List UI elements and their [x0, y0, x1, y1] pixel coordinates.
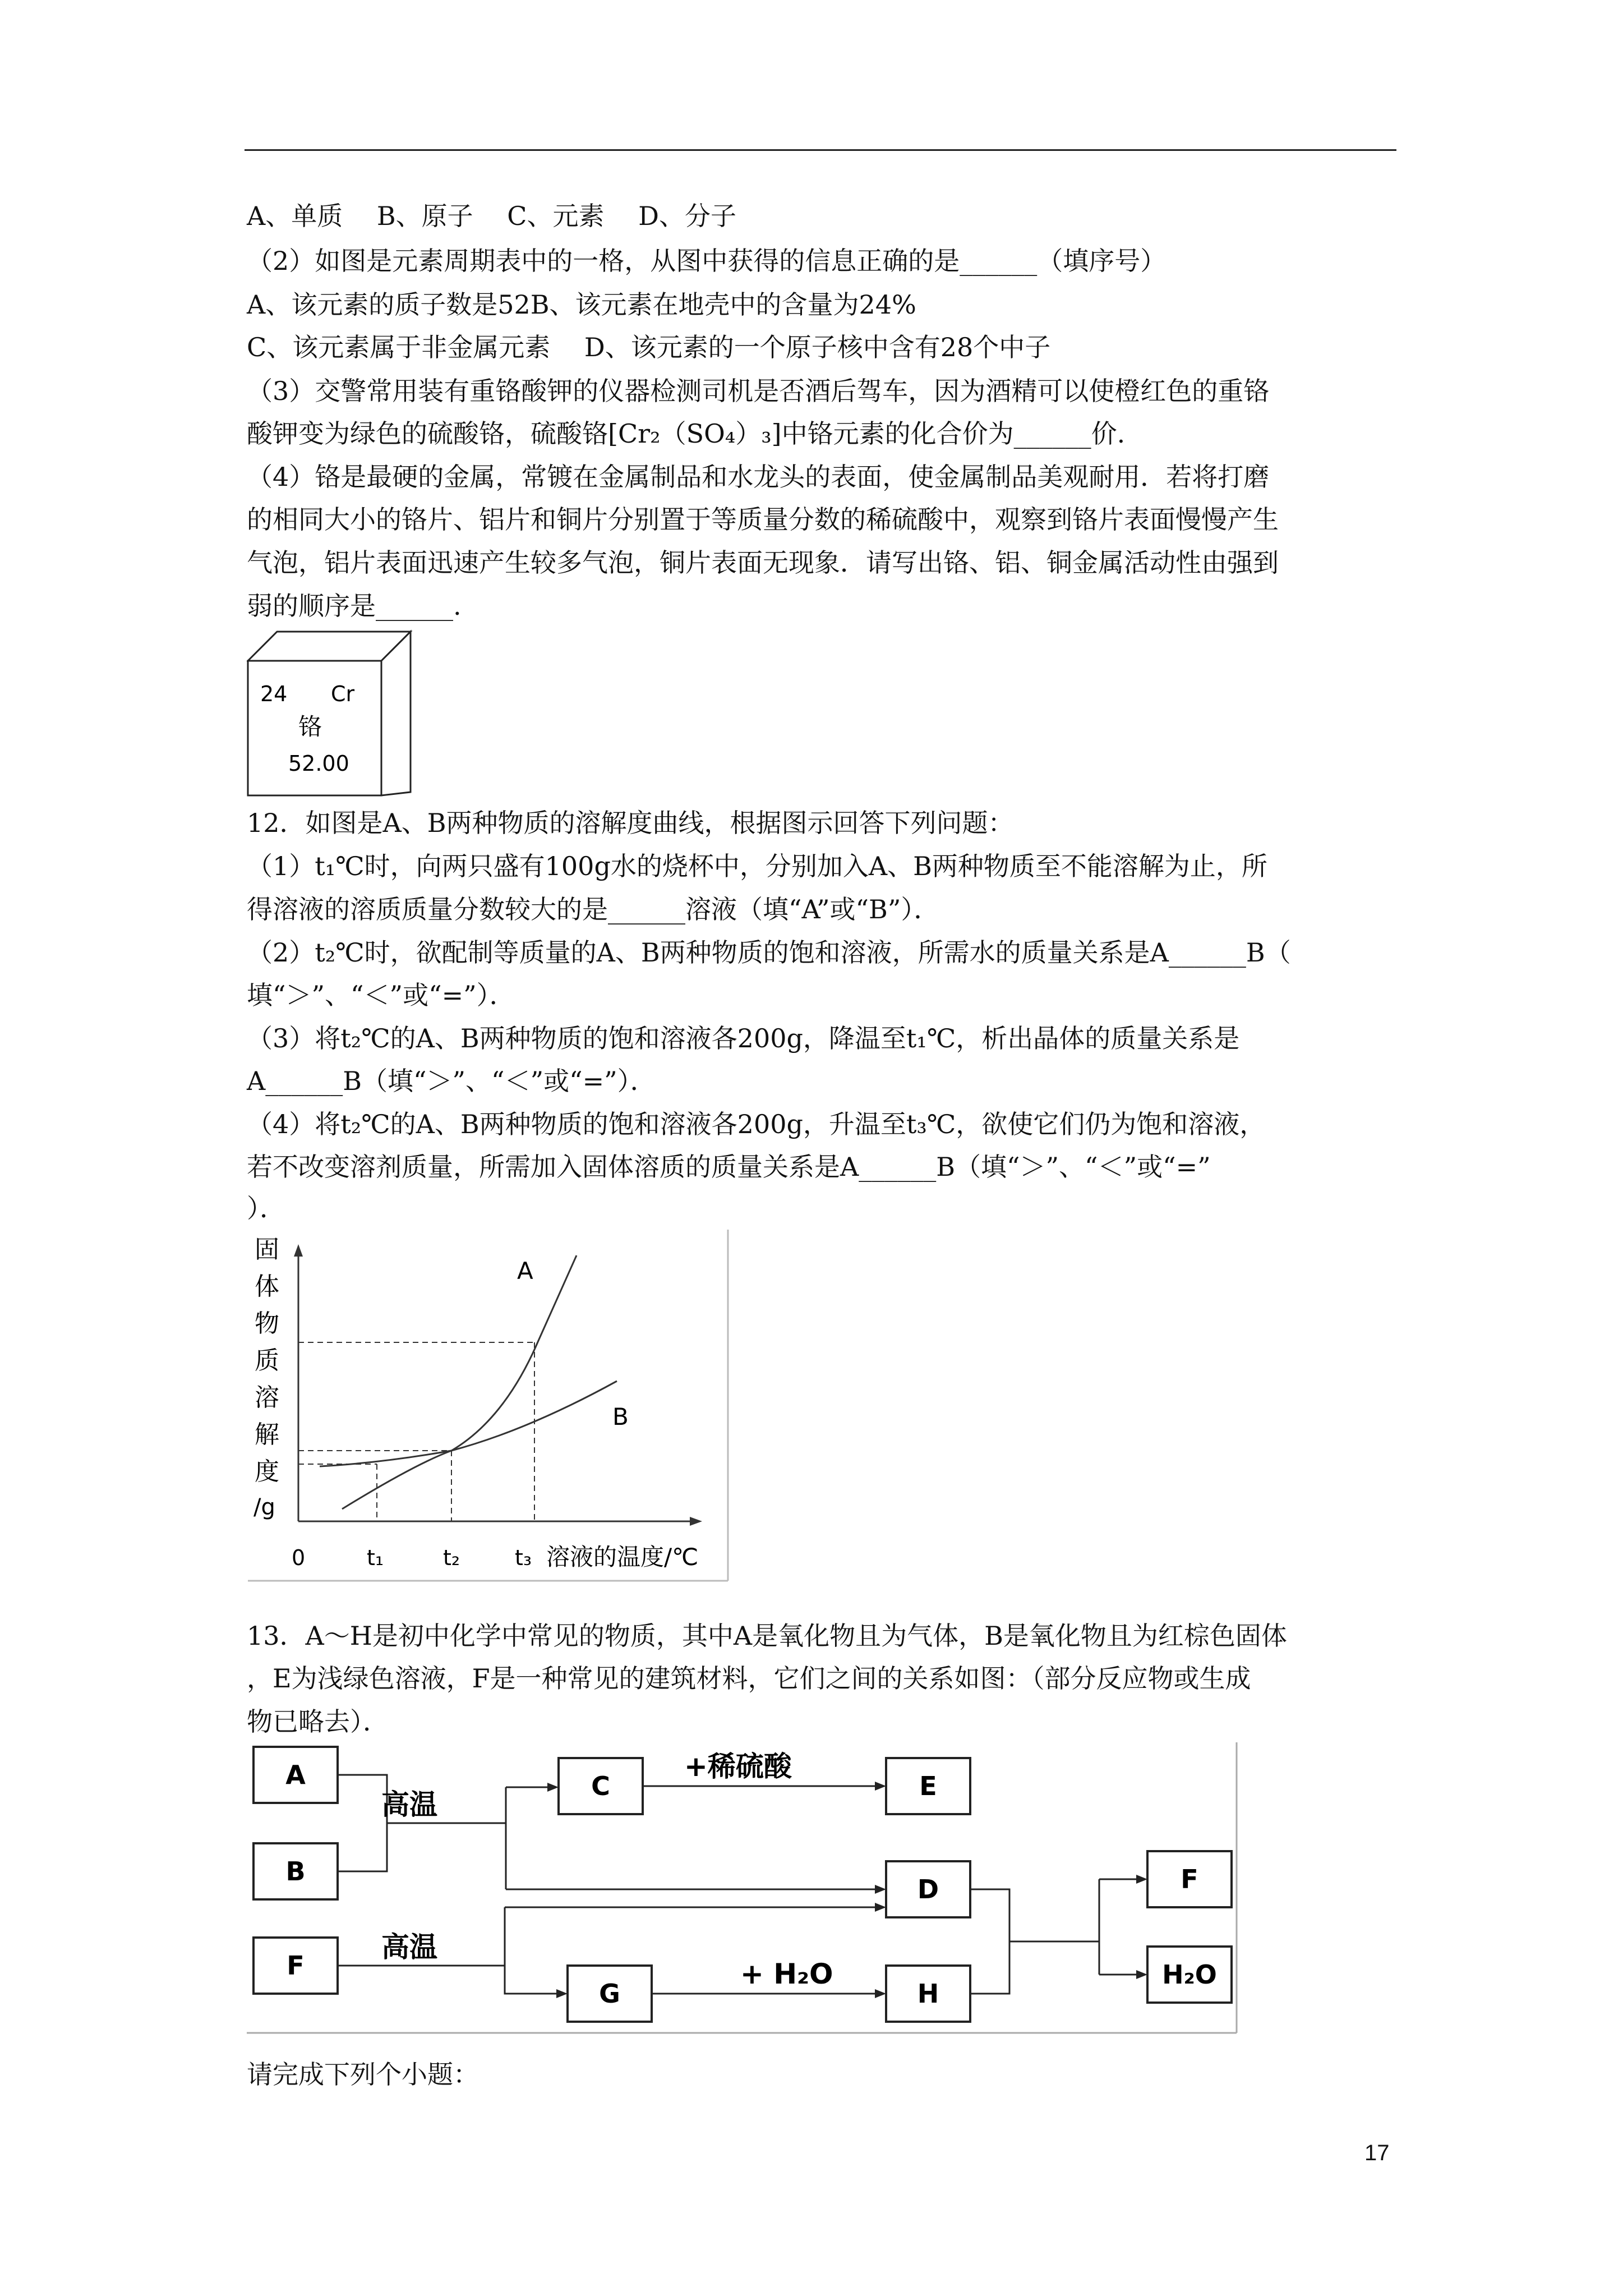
curve-a: [342, 1255, 577, 1509]
node-d-label: D: [917, 1874, 939, 1904]
q11-3-line2: 酸钾变为绿色的硫酸铬，硫酸铬[Cr₂（SO₄）₃]中铬元素的化合价为______价.: [247, 418, 1126, 449]
atomic-number: 24: [260, 682, 288, 706]
periodic-table-cell: [247, 629, 415, 798]
y-label-char-7: 度: [255, 1457, 279, 1486]
y-label-char-1: 固: [255, 1235, 279, 1264]
node-b-label: B: [285, 1856, 306, 1887]
q11-3-line1: （3）交警常用装有重铬酸钾的仪器检测司机是否酒后驾车，因为酒精可以使橙红色的重铬: [247, 376, 1270, 406]
label-plus-water: + H₂O: [740, 1958, 833, 1990]
label-high-temp-2: 高温: [381, 1931, 437, 1963]
q12-1-line2: 得溶液的溶质质量分数较大的是______溶液（填“A”或“B”）．: [247, 894, 940, 924]
q11-4-line1: （4）铬是最硬的金属，常镀在金属制品和水龙头的表面，使金属制品美观耐用．若将打磨: [247, 462, 1270, 492]
node-f2-label: F: [1181, 1864, 1198, 1894]
element-symbol: Cr: [331, 682, 355, 706]
node-c-label: C: [591, 1771, 610, 1801]
node-h2o-label: H₂O: [1162, 1959, 1217, 1990]
curve-b-label: B: [612, 1403, 629, 1430]
guide-lines: [298, 1342, 534, 1521]
q11-4-line3: 气泡，铝片表面迅速产生较多气泡，铜片表面无现象．请写出铬、铝、铜金属活动性由强到: [247, 547, 1279, 578]
label-dilute-sulfuric-acid: +稀硫酸: [684, 1750, 792, 1783]
x-tick-0: 0: [292, 1545, 306, 1570]
q12-4-line2: 若不改变溶剂质量，所需加入固体溶质的质量关系是A______B（填“＞”、“＜”或“=”: [247, 1152, 1211, 1182]
atomic-mass: 52.00: [288, 751, 349, 776]
q12-3-line2: A______B（填“＞”、“＜”或“=”）．: [247, 1066, 656, 1096]
y-label-unit: /g: [253, 1494, 275, 1520]
q12-2-line2: 填“＞”、“＜”或“=”）．: [247, 980, 515, 1010]
x-tick-t3: t₃: [515, 1545, 532, 1570]
q12-3-line1: （3）将t₂℃的A、B两种物质的饱和溶液各200g，降温至t₁℃，析出晶体的质量关系是: [247, 1023, 1240, 1053]
q12-2-line1: （2）t₂℃时，欲配制等质量的A、B两种物质的饱和溶液，所需水的质量关系是A______B（: [247, 937, 1291, 968]
node-h-label: H: [917, 1978, 939, 2009]
q13-sub-intro: 请完成下列个小题：: [247, 2059, 479, 2090]
node-f-label: F: [287, 1950, 305, 1981]
q11-4-line2: 的相同大小的铬片、铝片和铜片分别置于等质量分数的稀硫酸中，观察到铬片表面慢慢产生: [247, 504, 1279, 535]
q11-2-options-ab: A、该元素的质子数是52B、该元素在地壳中的含量为24%: [247, 289, 916, 320]
reaction-flow-diagram: [247, 1741, 1239, 2044]
q11-4-line4: 弱的顺序是______.: [247, 591, 462, 621]
q11-2-options-cd: C、该元素属于非金属元素 D、该元素的一个原子核中含有28个中子: [247, 332, 1051, 362]
q13-line2: ，E为浅绿色溶液，F是一种常见的建筑材料，它们之间的关系如图：（部分反应物或生成: [247, 1663, 1251, 1694]
q11-1-options: A、单质 B、原子 C、元素 D、分子: [247, 201, 736, 231]
y-axis-arrow: [294, 1244, 303, 1257]
solubility-curve-chart: [247, 1228, 729, 1582]
element-name: 铬: [298, 713, 322, 740]
x-axis-arrow: [690, 1517, 702, 1526]
y-label-char-2: 体: [255, 1272, 279, 1301]
q12-4-line3: ）．: [247, 1193, 285, 1223]
q12-4-line1: （4）将t₂℃的A、B两种物质的饱和溶液各200g，升温至t₃℃，欲使它们仍为饱和溶液，: [247, 1109, 1266, 1139]
curve-b: [320, 1381, 617, 1466]
y-label-char-5: 溶: [255, 1383, 279, 1412]
q13-line1: 13．A～H是初中化学中常见的物质，其中A是氧化物且为气体，B是氧化物且为红棕色固体: [247, 1621, 1287, 1651]
y-label-char-3: 物: [255, 1309, 279, 1338]
x-tick-t1: t₁: [367, 1545, 384, 1570]
q11-2-question: （2）如图是元素周期表中的一格，从图中获得的信息正确的是______（填序号）: [247, 246, 1166, 276]
node-e-label: E: [919, 1771, 937, 1801]
q13-line3: 物已略去）．: [247, 1706, 389, 1737]
label-high-temp-1: 高温: [381, 1788, 437, 1821]
curve-a-label: A: [517, 1257, 533, 1285]
y-label-char-4: 质: [255, 1346, 279, 1375]
y-label-char-6: 解: [255, 1420, 279, 1449]
q12-intro: 12．如图是A、B两种物质的溶解度曲线，根据图示回答下列问题：: [247, 808, 1014, 838]
x-tick-t2: t₂: [443, 1545, 460, 1570]
page-number: 17: [1364, 2141, 1390, 2165]
node-a-label: A: [285, 1760, 306, 1790]
q12-1-line1: （1）t₁℃时，向两只盛有100g水的烧杯中，分别加入A、B两种物质至不能溶解为止，所: [247, 851, 1267, 881]
node-g-label: G: [599, 1978, 620, 2009]
header-rule: [245, 149, 1396, 151]
x-axis-label: 溶液的温度/℃: [546, 1543, 699, 1571]
